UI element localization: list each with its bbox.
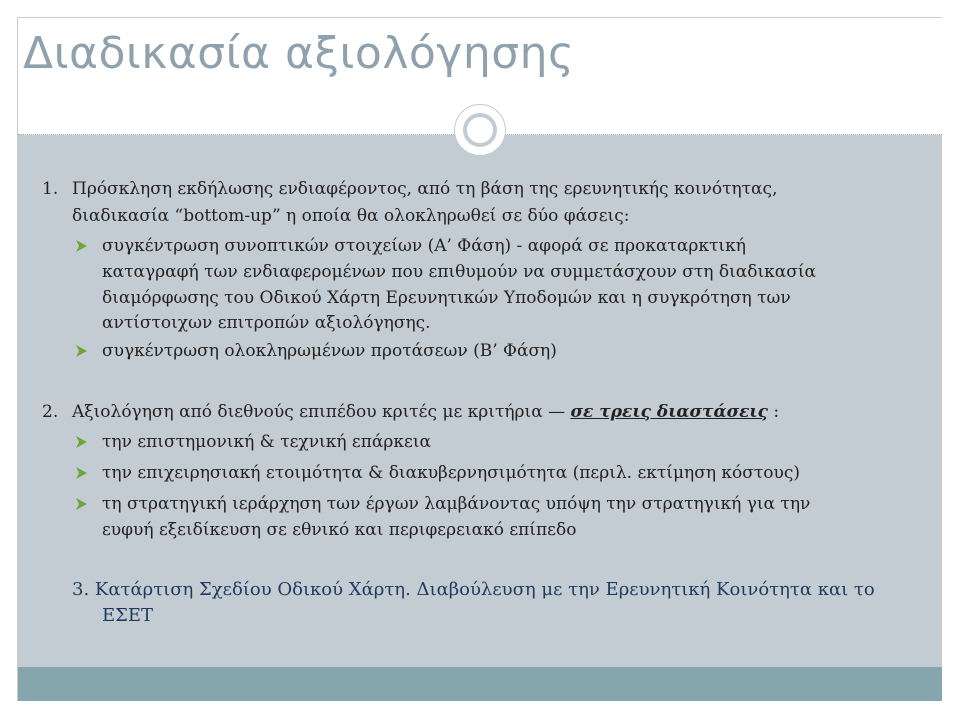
item1-bullet2-line1: συγκέντρωση ολοκληρωμένων προτάσεων (Β’ Φάση) xyxy=(102,341,557,361)
arrowhead-bullet-icon xyxy=(75,466,89,480)
item2-heading xyxy=(72,399,779,425)
item2-heading-text: Αξιολόγηση από διεθνούς επιπέδου κριτές με κριτήρια xyxy=(72,402,549,422)
slide-title: Διαδικασία αξιολόγησης xyxy=(23,28,575,79)
item2-bullet2-line1: την επιχειρησιακή ετοιμότητα & διακυβερνησιμότητα (περιλ. εκτίμηση κόστους) xyxy=(102,463,800,483)
item3-text: Διαβούλευση με την Ερευνητική Κοινότητα και το xyxy=(410,579,875,600)
arrowhead-bullet-icon xyxy=(75,497,89,511)
item3-line2: ΕΣΕΤ xyxy=(102,605,154,626)
item3-title: Κατάρτιση Σχεδίου Οδικού Χάρτη. xyxy=(94,579,411,600)
arrowhead-bullet-icon xyxy=(75,239,89,253)
item2-bullet3-line1: τη στρατηγική ιεράρχηση των έργων λαμβάνοντας υπόψη την στρατηγική για την xyxy=(102,494,811,514)
item1-bullet1-line3: διαμόρφωσης του Οδικού Χάρτη Ερευνητικών Υποδομών και η συγκρότηση των xyxy=(102,288,791,308)
item2-dash: — xyxy=(548,402,566,422)
item2-heading-end: : xyxy=(768,402,780,422)
item1-bullet1-line2: καταγραφή των ενδιαφερομένων που επιθυμούν να συμμετάσχουν στη διαδικασία xyxy=(102,262,816,282)
item1-bullet1-line4: αντίστοιχων επιτροπών αξιολόγησης. xyxy=(102,313,431,333)
item2-number: 2. xyxy=(42,402,59,422)
item2-bullet3-line2: ευφυή εξειδίκευση σε εθνικό και περιφερειακό επίπεδο xyxy=(102,520,577,540)
arrowhead-bullet-icon xyxy=(75,344,89,358)
item3-line1 xyxy=(72,577,875,603)
item2-emphasis: σε τρεις διαστάσεις xyxy=(570,402,769,422)
item2-bullet1-line1: την επιστημονική & τεχνική επάρκεια xyxy=(102,432,431,452)
item1-bullet1-line1: συγκέντρωση συνοπτικών στοιχείων (Α’ Φάση) - αφορά σε προκαταρκτική xyxy=(102,236,746,256)
item1-line2: διαδικασία “bottom-up” η οποία θα ολοκληρωθεί σε δύο φάσεις: xyxy=(72,206,630,226)
arrowhead-bullet-icon xyxy=(75,435,89,449)
item1-number: 1. xyxy=(42,179,59,199)
item1-line1: Πρόσκληση εκδήλωσης ενδιαφέροντος, από τη βάση της ερευνητικής κοινότητας, xyxy=(72,179,778,199)
item3-number: 3. xyxy=(72,579,90,600)
